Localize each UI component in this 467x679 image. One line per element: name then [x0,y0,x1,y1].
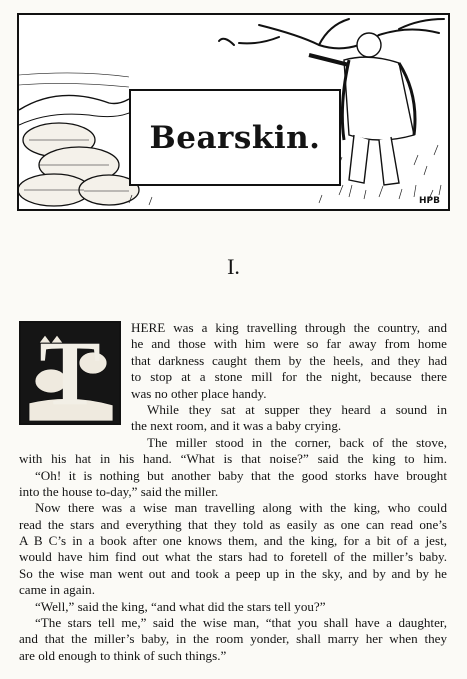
artist-monogram: HPB [419,196,440,206]
story-title: Bearskin. [149,119,321,156]
text-line: “Oh! it is nothing but another baby that the good storks have brought [35,467,447,483]
body-text [19,320,447,664]
text-line: would have him find out what the stars had to foretell of the miller’s baby. [19,549,447,565]
text-line: A B C’s in a book after one knows them, and the king, for a bit of a jest, [19,533,447,549]
text-line: “The stars tell me,” said the wise man, “that you shall have a daughter, [35,615,447,631]
text-line: read the stars and everything that they told as easily as one can read one’s [19,516,447,532]
text-line: the next room, and it was a baby crying. [131,418,342,434]
text-line: that darkness caught them by the heels, and they had [131,352,447,368]
text-line: HERE was a king travelling through the country, and [131,320,447,335]
text-line: he and those with him were so far away from home [131,336,447,352]
dropcap-letter: T [39,322,101,424]
text-line: are old enough to think of such things.” [19,647,227,663]
text-line: with his hat in his hand. “What is that noise?” said the king to him. [19,451,447,467]
chapter-numeral: I. [227,254,240,279]
text-line: So the wise man went out and took a peep up in the sky, and by and by he [19,565,447,581]
text-line: Now there was a wise man travelling along with the king, who could [35,500,447,516]
text-line: into the house to-day,” said the miller. [19,483,219,499]
text-line: While they sat at supper they heard a sound in [147,401,447,417]
text-line: and that the miller’s baby, in the room yonder, shall marry her when they [19,631,447,647]
header-illustration [17,13,450,211]
text-line: was no other place handy. [131,385,267,401]
text-line: came in again. [19,582,95,598]
title-box [129,89,341,186]
text-line: The miller stood in the corner, back of the stove, [147,434,447,450]
text-line: “Well,” said the king, “and what did the stars tell you?” [35,598,326,614]
text-line: to stop at a stone mill for the night, because there [131,369,447,385]
